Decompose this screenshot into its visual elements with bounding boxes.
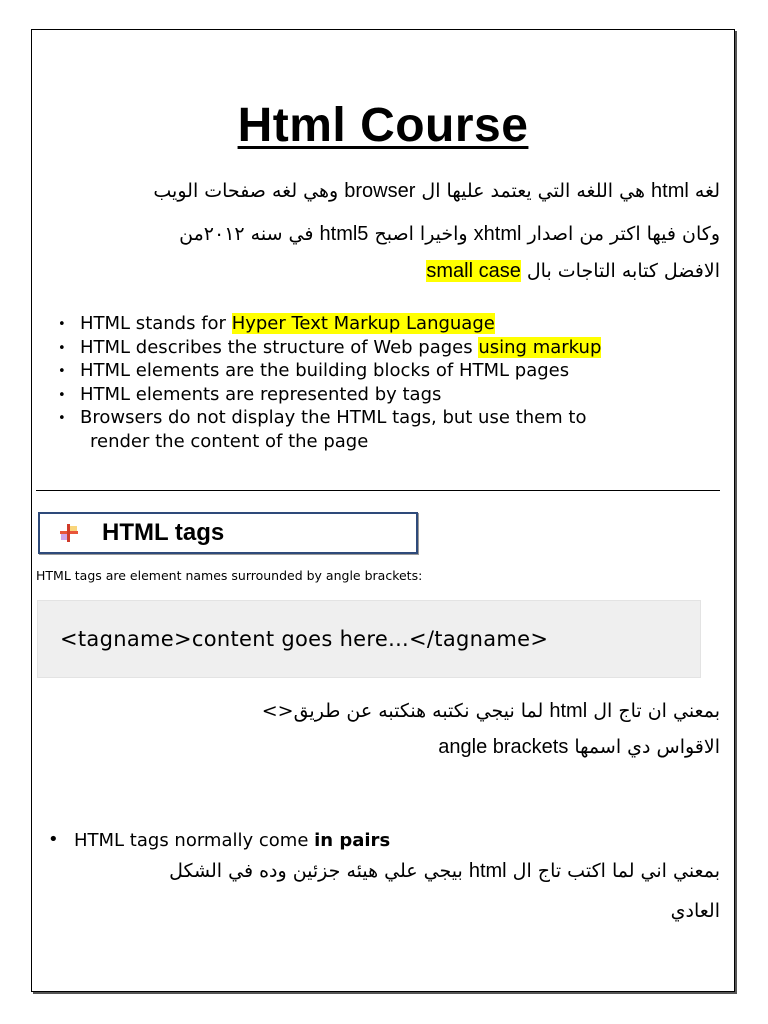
pairs-line-1	[169, 860, 720, 883]
pairs-list	[46, 830, 390, 851]
explain-line-2-b: angle brackets	[438, 736, 569, 758]
horizontal-rule	[36, 490, 720, 491]
list-item	[56, 406, 601, 453]
intro-line-2-c: واخيرا اصبح	[368, 223, 474, 245]
intro-line-2-b: xhtml	[473, 223, 522, 245]
list-item-continuation: render the content of the page	[90, 430, 369, 452]
explain-line-2	[438, 736, 720, 759]
intro-line-3-a: الافضل كتابه التاجات بال	[520, 260, 720, 282]
intro-line-1-b: html	[651, 180, 689, 202]
pairs-line-1-b: html	[468, 860, 507, 882]
list-item	[46, 830, 390, 851]
list-item-text: HTML describes the structure of Web pages	[80, 336, 479, 358]
code-example-box	[37, 600, 701, 678]
explain-line-1-b: html	[549, 700, 588, 722]
intro-line-3-highlight: small case	[426, 260, 521, 282]
list-item	[56, 312, 601, 336]
intro-line-2-e: في سنه ٢٠١٢من	[179, 223, 320, 245]
document-page	[31, 29, 735, 992]
list-item-bold: in pairs	[314, 830, 391, 851]
intro-line-2-a: وكان فيها اكتر من اصدار	[521, 223, 720, 245]
explain-line-1-c: لما نيجي نكتبه هنكتبه عن طريق<>	[261, 700, 550, 722]
list-item-highlight: Hyper Text Markup Language	[231, 313, 495, 334]
list-item	[56, 359, 601, 383]
code-example: <tagname>content goes here...</tagname>	[60, 627, 549, 651]
intro-line-3	[426, 260, 720, 283]
explain-line-1-a: بمعني ان تاج ال	[587, 700, 720, 722]
intro-line-2	[179, 223, 720, 246]
section-caption: HTML tags are element names surrounded by angle brackets:	[36, 568, 423, 583]
pairs-line-2: العادي	[670, 900, 720, 922]
explain-line-2-a: الاقواس دي اسمها	[568, 736, 720, 758]
plus-icon	[58, 522, 80, 544]
list-item-text: HTML elements are represented by tags	[80, 383, 442, 405]
list-item-text: HTML elements are the building blocks of HTML pages	[80, 360, 570, 381]
section-heading: HTML tags	[102, 519, 225, 546]
explain-line-1	[262, 700, 720, 723]
intro-line-1-e: وهي لغه صفحات الويب	[153, 180, 345, 202]
intro-line-1-d: browser	[344, 180, 416, 202]
list-item-text: Browsers do not display the HTML tags, but use them to	[80, 407, 587, 428]
intro-line-1	[153, 180, 720, 203]
list-item	[56, 383, 601, 407]
intro-line-1-a: لغه	[688, 180, 720, 202]
intro-line-1-c: هي اللغه التي يعتمد عليها ال	[415, 180, 652, 202]
page-title: Html Course	[237, 99, 529, 152]
pairs-line-1-a: بمعني اني لما اكتب تاج ال	[506, 860, 720, 882]
intro-line-2-d: html5	[319, 223, 369, 245]
list-item-highlight: using markup	[478, 336, 602, 358]
list-item	[56, 336, 601, 360]
list-item-text: HTML tags normally come	[74, 830, 315, 851]
list-item-text: HTML stands for	[80, 313, 232, 334]
section-heading-box	[38, 512, 418, 554]
html-facts-list	[56, 312, 601, 453]
pairs-line-1-c: بيجي علي هيئه جزئين وده في الشكل	[169, 860, 469, 882]
